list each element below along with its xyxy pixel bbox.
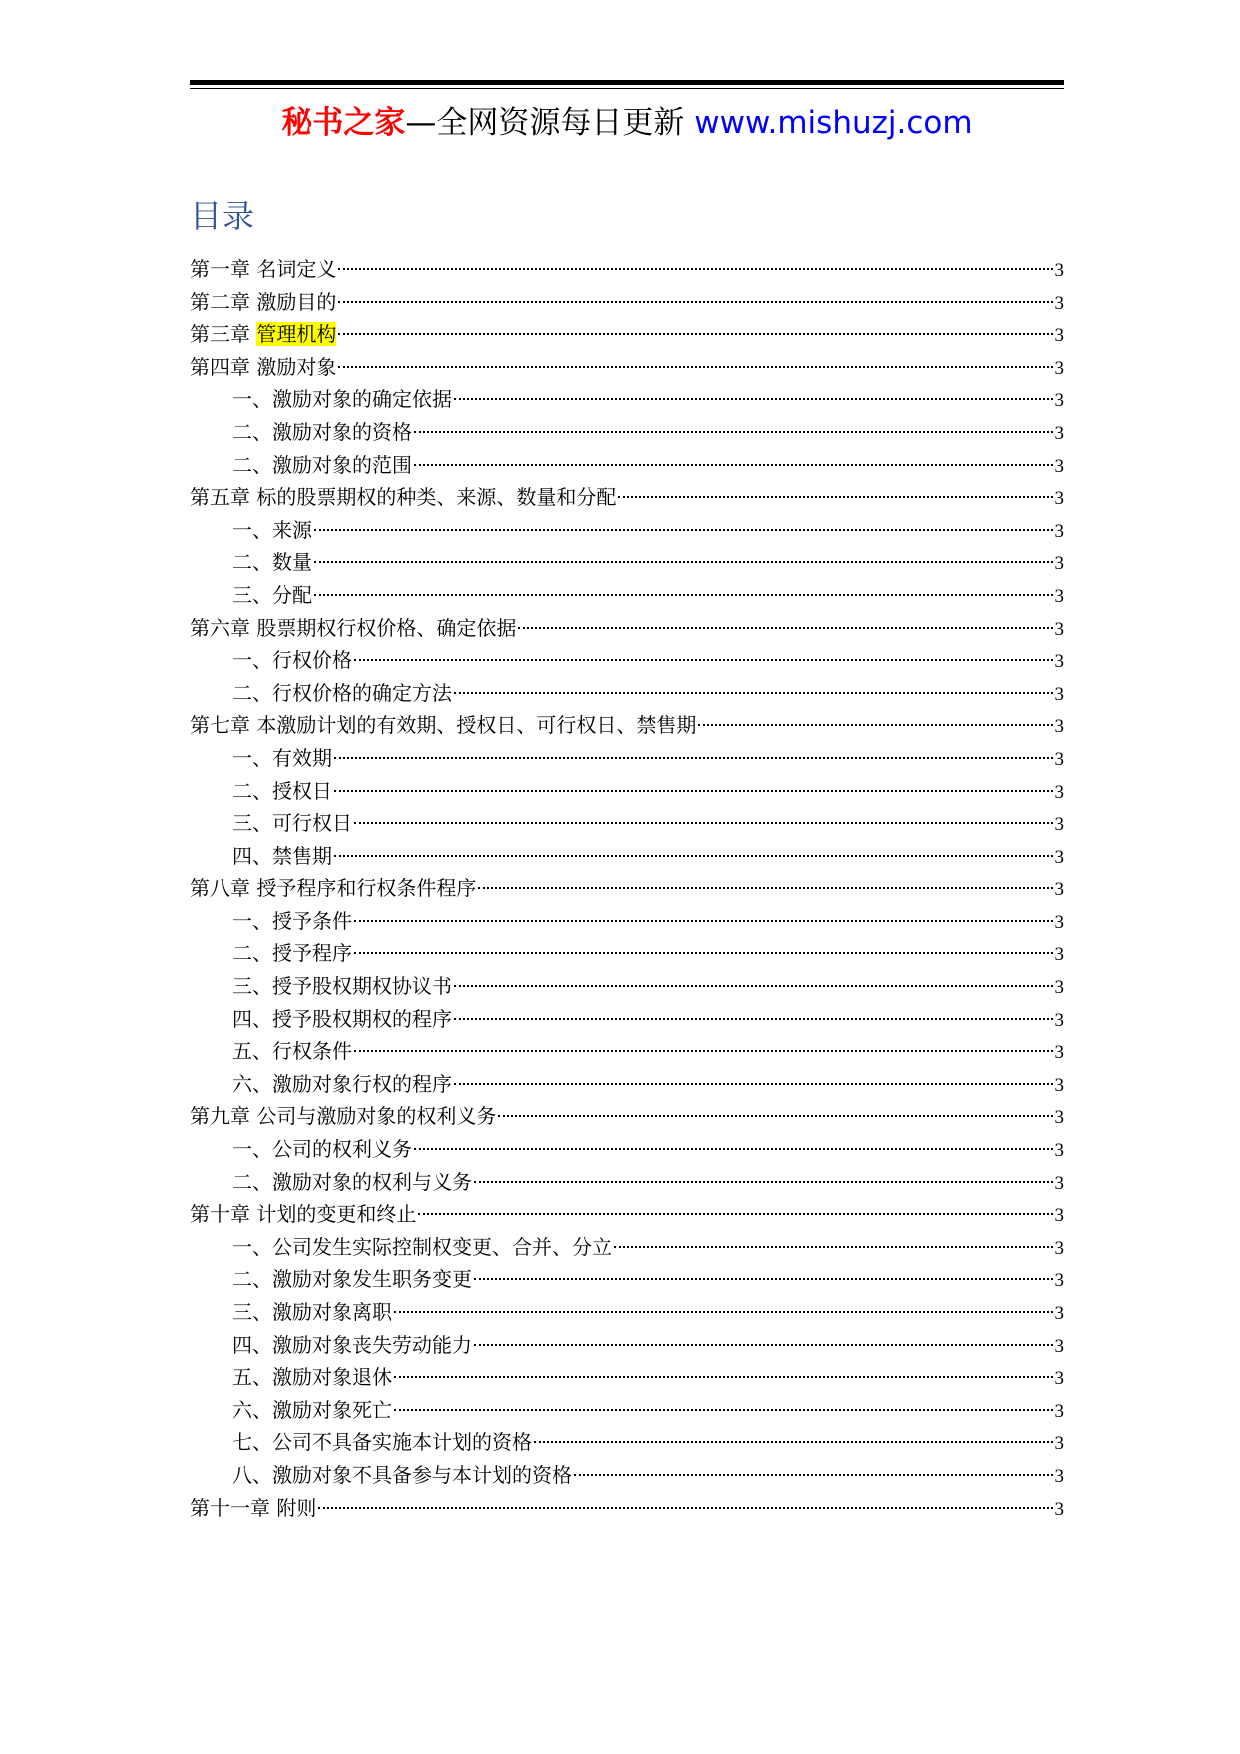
toc-title: 目录 (190, 197, 255, 235)
toc-entry-prefix: 一、 (232, 648, 272, 673)
toc-entry-prefix: 一、 (232, 1137, 272, 1162)
toc-entry-text: 本激励计划的有效期、授权日、可行权日、禁售期 (256, 713, 697, 738)
toc-page-number: 3 (1054, 1074, 1064, 1096)
table-of-contents (190, 253, 1064, 1524)
toc-entry-prefix: 第六章 (190, 615, 257, 640)
toc-entry-prefix: 三、 (232, 582, 272, 607)
toc-entry[interactable] (190, 872, 1064, 905)
toc-page-number: 3 (1054, 944, 1064, 966)
toc-page-number: 3 (1054, 814, 1064, 836)
toc-entry-prefix: 一、 (232, 745, 272, 770)
toc-page-number: 3 (1054, 422, 1064, 444)
toc-entry-text: 激励对象退休 (272, 1365, 392, 1390)
toc-entry[interactable] (190, 1492, 1064, 1525)
toc-entry-text: 激励对象的范围 (272, 452, 412, 477)
toc-entry-prefix: 第一章 (190, 257, 257, 281)
site-url-link[interactable]: www.mishuzj.com (694, 105, 973, 141)
toc-dot-leader (518, 627, 1052, 629)
toc-entry-prefix: 第十一章 (190, 1495, 277, 1520)
site-tagline: —全网资源每日更新 (405, 105, 695, 141)
toc-page-number: 3 (1054, 1335, 1064, 1357)
toc-entry-text: 激励对象行权的程序 (272, 1071, 452, 1096)
toc-page-number: 3 (1054, 357, 1064, 379)
toc-entry[interactable] (190, 253, 1064, 286)
toc-entry-text: 股票期权行权价格、确定依据 (256, 615, 517, 640)
toc-page-number: 3 (1054, 1433, 1064, 1455)
toc-subentry[interactable] (190, 1361, 1064, 1394)
toc-entry-prefix: 第二章 (190, 289, 257, 314)
toc-dot-leader (314, 561, 1053, 563)
toc-entry-text: 授予股权期权协议书 (272, 974, 452, 999)
toc-entry-text: 数量 (272, 550, 312, 575)
toc-page-number: 3 (1054, 618, 1064, 640)
toc-dot-leader (454, 398, 1053, 400)
toc-entry-prefix: 三、 (232, 1300, 272, 1324)
toc-dot-leader (574, 1474, 1053, 1476)
toc-entry-prefix: 二、 (232, 550, 272, 575)
toc-page-number: 3 (1054, 1205, 1064, 1227)
toc-entry[interactable] (190, 351, 1064, 384)
site-banner (190, 98, 1064, 148)
toc-entry[interactable] (190, 318, 1064, 351)
toc-dot-leader (454, 1018, 1053, 1020)
toc-entry-prefix: 第五章 (190, 485, 257, 510)
toc-page-number: 3 (1054, 520, 1064, 542)
toc-dot-leader (414, 431, 1053, 433)
toc-subentry[interactable] (190, 579, 1064, 612)
toc-entry-prefix: 二、 (232, 419, 272, 444)
toc-entry-prefix: 五、 (232, 1039, 272, 1064)
toc-entry-text: 激励对象死亡 (272, 1397, 392, 1422)
toc-entry-prefix: 第八章 (190, 876, 257, 901)
toc-subentry[interactable] (190, 1394, 1064, 1427)
toc-page-number: 3 (1054, 390, 1064, 412)
toc-entry-prefix: 三、 (232, 811, 272, 836)
toc-entry-prefix: 一、 (232, 908, 272, 933)
toc-entry-prefix: 二、 (232, 1267, 272, 1292)
toc-entry[interactable] (190, 709, 1064, 742)
toc-dot-leader (418, 1213, 1052, 1215)
toc-page-number: 3 (1054, 1303, 1064, 1324)
toc-page-number: 3 (1054, 683, 1064, 705)
toc-dot-leader (338, 366, 1052, 368)
toc-entry-prefix: 二、 (232, 941, 272, 966)
toc-entry-prefix: 第三章 (190, 322, 257, 347)
toc-dot-leader (334, 790, 1053, 792)
toc-page-number: 3 (1054, 977, 1064, 999)
toc-page-number: 3 (1054, 553, 1064, 575)
toc-dot-leader (338, 301, 1052, 303)
toc-page-number: 3 (1054, 1368, 1064, 1390)
toc-page-number: 3 (1054, 1172, 1064, 1194)
toc-dot-leader (454, 692, 1053, 694)
toc-entry-text: 授予条件 (272, 908, 352, 933)
toc-subentry[interactable] (190, 449, 1064, 482)
toc-dot-leader (614, 1246, 1053, 1248)
toc-entry-text: 激励目的 (256, 289, 337, 314)
toc-dot-leader (354, 659, 1053, 661)
toc-entry-prefix: 三、 (232, 974, 272, 999)
toc-entry-text: 激励对象的权利与义务 (272, 1169, 472, 1194)
toc-entry-text: 激励对象不具备参与本计划的资格 (272, 1462, 572, 1487)
toc-subentry[interactable] (190, 644, 1064, 677)
toc-dot-leader (354, 920, 1053, 922)
toc-subentry[interactable] (190, 1329, 1064, 1362)
toc-entry-text: 来源 (272, 517, 312, 542)
toc-page-number: 3 (1054, 292, 1064, 314)
toc-page-number: 3 (1054, 1140, 1064, 1162)
toc-entry-text: 名词定义 (256, 257, 337, 281)
toc-dot-leader (314, 594, 1053, 596)
toc-subentry[interactable] (190, 1426, 1064, 1459)
toc-page-number: 3 (1054, 748, 1064, 770)
header-rule-thick (190, 80, 1064, 85)
toc-entry-prefix: 一、 (232, 517, 272, 542)
toc-page-number: 3 (1054, 781, 1064, 803)
toc-entry-text: 公司不具备实施本计划的资格 (272, 1430, 532, 1455)
toc-dot-leader (338, 268, 1052, 270)
toc-page-number: 3 (1054, 325, 1064, 347)
toc-entry[interactable] (190, 1100, 1064, 1133)
toc-subentry[interactable] (190, 840, 1064, 873)
toc-entry-prefix: 一、 (232, 387, 272, 412)
toc-subentry[interactable] (190, 1263, 1064, 1296)
toc-entry-prefix: 一、 (232, 1234, 272, 1259)
toc-entry-text: 公司与激励对象的权利义务 (256, 1104, 497, 1129)
toc-subentry[interactable] (190, 1231, 1064, 1264)
toc-dot-leader (334, 855, 1053, 857)
toc-dot-leader (474, 1278, 1053, 1280)
toc-dot-leader (354, 952, 1053, 954)
toc-page-number: 3 (1054, 1107, 1064, 1129)
toc-entry-text: 激励对象丧失劳动能力 (272, 1332, 472, 1357)
toc-dot-leader (314, 529, 1053, 531)
toc-entry-text: 行权条件 (272, 1039, 352, 1064)
toc-subentry[interactable] (190, 937, 1064, 970)
toc-dot-leader (414, 1148, 1053, 1150)
toc-entry-text: 授予股权期权的程序 (272, 1006, 452, 1031)
toc-entry[interactable] (190, 286, 1064, 319)
toc-subentry[interactable] (190, 1068, 1064, 1101)
toc-entry-prefix: 第四章 (190, 354, 257, 379)
toc-page-number: 3 (1054, 1498, 1064, 1520)
toc-entry-prefix: 四、 (232, 1332, 272, 1357)
toc-entry[interactable] (190, 612, 1064, 645)
toc-entry[interactable] (190, 481, 1064, 514)
toc-subentry[interactable] (190, 1035, 1064, 1068)
toc-page-number: 3 (1054, 846, 1064, 868)
toc-entry-text: 可行权日 (272, 811, 352, 836)
toc-subentry[interactable] (190, 905, 1064, 938)
toc-entry-prefix: 第九章 (190, 1104, 257, 1129)
toc-entry-text: 计划的变更和终止 (256, 1202, 417, 1227)
toc-page-number: 3 (1054, 911, 1064, 933)
toc-entry-text: 附则 (276, 1495, 317, 1520)
toc-page-number: 3 (1054, 651, 1064, 673)
toc-subentry[interactable] (190, 1166, 1064, 1199)
toc-page-number: 3 (1054, 260, 1064, 281)
toc-dot-leader (394, 1311, 1053, 1313)
toc-entry-text: 授予程序和行权条件程序 (256, 876, 477, 901)
toc-entry-text: 公司的权利义务 (272, 1137, 412, 1162)
toc-dot-leader (498, 1115, 1052, 1117)
toc-entry-prefix: 七、 (232, 1430, 272, 1455)
site-brand: 秘书之家 (281, 105, 406, 141)
toc-dot-leader (354, 1050, 1053, 1052)
toc-entry-prefix: 八、 (232, 1462, 272, 1487)
toc-entry-prefix: 六、 (232, 1071, 272, 1096)
toc-entry-text: 有效期 (272, 745, 332, 770)
toc-entry-text: 授予程序 (272, 941, 352, 966)
toc-entry-prefix: 二、 (232, 680, 272, 705)
toc-entry-text: 激励对象发生职务变更 (272, 1267, 472, 1292)
toc-entry-prefix: 六、 (232, 1397, 272, 1422)
toc-entry-text: 分配 (272, 582, 312, 607)
toc-subentry[interactable] (190, 742, 1064, 775)
toc-page-number: 3 (1054, 879, 1064, 901)
toc-page-number: 3 (1054, 1400, 1064, 1422)
toc-entry-text: 禁售期 (272, 843, 332, 868)
header-rule-thin (190, 88, 1064, 89)
toc-page-number: 3 (1054, 1042, 1064, 1064)
toc-dot-leader (414, 464, 1053, 466)
toc-entry-text: 激励对象离职 (272, 1300, 392, 1324)
toc-page-number: 3 (1054, 488, 1064, 510)
toc-entry-prefix: 第七章 (190, 713, 257, 738)
toc-entry[interactable] (190, 1198, 1064, 1231)
toc-entry-prefix: 第十章 (190, 1202, 257, 1227)
toc-page-number: 3 (1054, 1237, 1064, 1259)
toc-subentry[interactable] (190, 775, 1064, 808)
toc-entry-text: 公司发生实际控制权变更、合并、分立 (272, 1234, 612, 1259)
toc-dot-leader (698, 724, 1052, 726)
toc-subentry[interactable] (190, 970, 1064, 1003)
toc-page-number: 3 (1054, 585, 1064, 607)
toc-entry-prefix: 五、 (232, 1365, 272, 1390)
toc-dot-leader (474, 1181, 1053, 1183)
toc-dot-leader (394, 1409, 1053, 1411)
toc-entry-text: 激励对象 (256, 354, 337, 379)
toc-entry-text: 行权价格的确定方法 (272, 680, 452, 705)
toc-dot-leader (318, 1507, 1052, 1509)
toc-dot-leader (454, 985, 1053, 987)
toc-dot-leader (618, 496, 1052, 498)
toc-page-number: 3 (1054, 455, 1064, 477)
toc-subentry[interactable] (190, 677, 1064, 710)
toc-entry-text: 激励对象的确定依据 (272, 387, 452, 412)
toc-page-number: 3 (1054, 1465, 1064, 1487)
toc-entry-prefix: 二、 (232, 778, 272, 803)
toc-entry-text-highlighted: 管理机构 (256, 322, 337, 347)
toc-dot-leader (334, 757, 1053, 759)
toc-subentry[interactable] (190, 514, 1064, 547)
toc-dot-leader (478, 887, 1052, 889)
toc-entry-prefix: 二、 (232, 452, 272, 477)
toc-entry-prefix: 四、 (232, 843, 272, 868)
toc-dot-leader (534, 1441, 1053, 1443)
toc-subentry[interactable] (190, 1459, 1064, 1492)
toc-dot-leader (338, 333, 1052, 335)
toc-dot-leader (354, 822, 1053, 824)
toc-entry-prefix: 二、 (232, 1169, 272, 1194)
toc-dot-leader (474, 1344, 1053, 1346)
toc-entry-text: 授权日 (272, 778, 332, 803)
toc-subentry[interactable] (190, 1003, 1064, 1036)
toc-subentry[interactable] (190, 1296, 1064, 1329)
toc-page-number: 3 (1054, 716, 1064, 738)
toc-entry-text: 行权价格 (272, 648, 352, 673)
toc-subentry[interactable] (190, 383, 1064, 416)
toc-entry-text: 标的股票期权的种类、来源、数量和分配 (256, 485, 617, 510)
toc-subentry[interactable] (190, 416, 1064, 449)
toc-subentry[interactable] (190, 807, 1064, 840)
toc-subentry[interactable] (190, 1133, 1064, 1166)
toc-dot-leader (454, 1083, 1053, 1085)
toc-subentry[interactable] (190, 546, 1064, 579)
toc-entry-prefix: 四、 (232, 1006, 272, 1031)
toc-dot-leader (394, 1376, 1053, 1378)
toc-page-number: 3 (1054, 1270, 1064, 1292)
toc-page-number: 3 (1054, 1009, 1064, 1031)
toc-entry-text: 激励对象的资格 (272, 419, 412, 444)
